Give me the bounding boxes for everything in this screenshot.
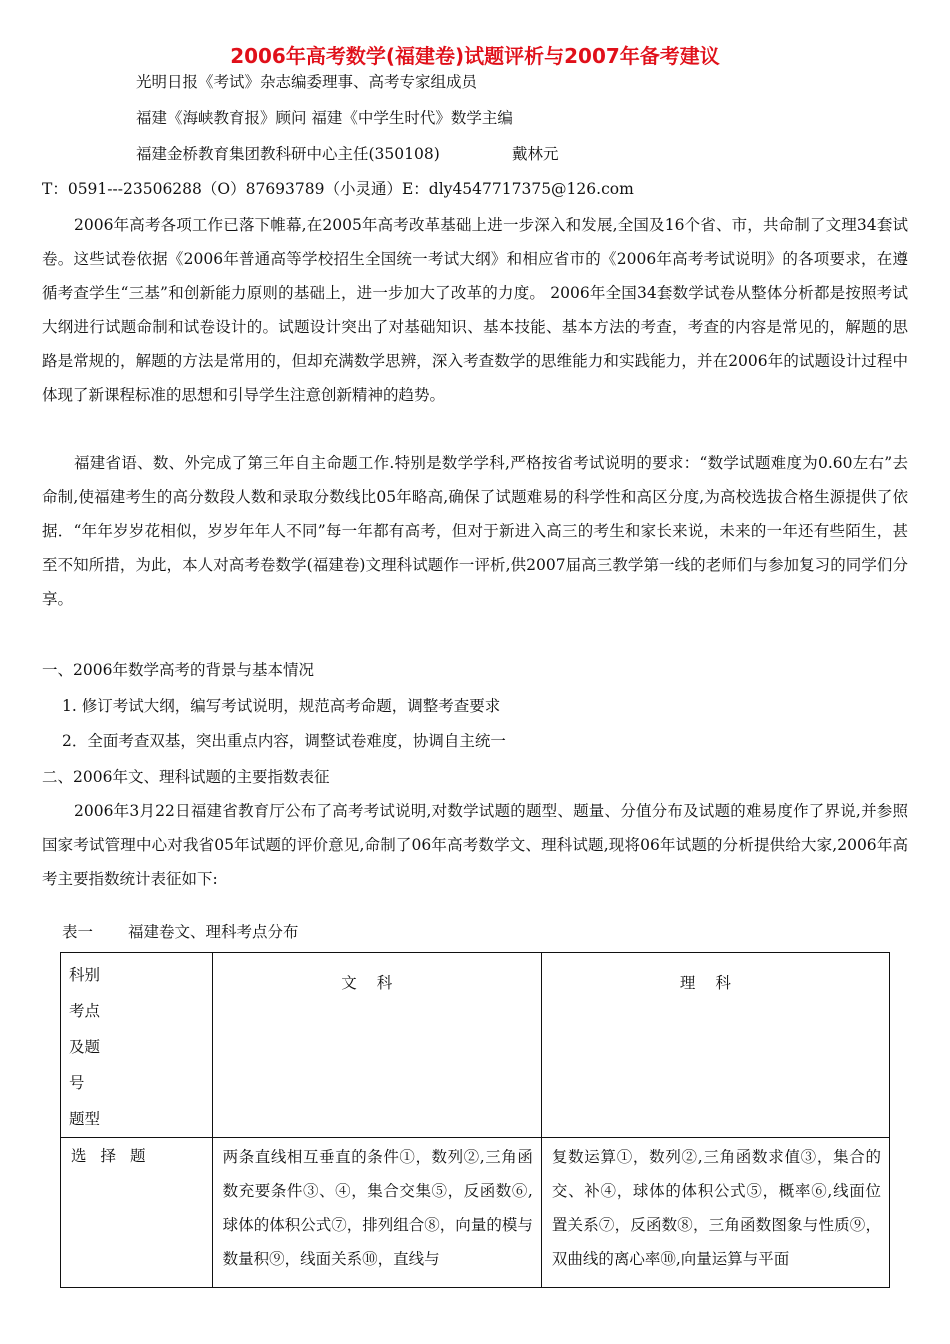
section-1-heading: 一、2006年数学高考的背景与基本情况 [42, 661, 314, 679]
row-select-label: 选择题 [71, 1147, 160, 1165]
header-wenke-cell [212, 953, 541, 1138]
header-like-label: 理科 [679, 974, 751, 992]
header-label-hao: 号 [69, 1074, 85, 1092]
exam-points-table [60, 952, 890, 1288]
table-caption-label: 表一 [62, 923, 94, 941]
row-select-wenke-text: 两条直线相互垂直的条件①，数列②,三角函数充要条件③、④，集合交集⑤，反函数⑥,球体的体积公式⑦，排列组合⑧，向量的模与数量积⑨，线面关系⑩，直线与 [222, 1148, 533, 1268]
row-select-wenke-cell [212, 1138, 541, 1288]
header-label-kebie: 科别 [69, 966, 101, 984]
header-label-tixing: 题型 [69, 1110, 101, 1128]
row-select-like-cell [541, 1138, 889, 1288]
author-line-2: 福建《海峡教育报》顾问 福建《中学生时代》数学主编 [136, 109, 513, 127]
row-select-label-cell [61, 1138, 213, 1288]
contact-line: T：0591---23506288（O）87693789（小灵通）E：dly4547717375@126.com [42, 180, 634, 198]
intro-paragraph-1: 2006年高考各项工作已落下帷幕,在2005年高考改革基础上进一步深入和发展,全国及16个省、市，共命制了文理34套试卷。这些试卷依据《2006年普通高等学校招生全国统一考试大纲》和相应省市的《2006年高考考试说明》的各项要求，在遵循考查学生“三基”和创新能力原则的基础上，进一步加大了改革的力度。 2006年全国34套数学试卷从整体分析都是按照考试大纲进行试题命制和试卷设计的。试题设计突出了对基础知识、基本技能、基本方法的考查，考查的内容是常见的，解题的思路是常规的，解题的方法是常用的，但却充满数学思辨，深入考查数学的思维能力和实践能力，并在2006年的试题设计过程中体现了新课程标准的思想和引导学生注意创新精神的趋势。 [42, 216, 908, 404]
table-caption-text: 福建卷文、理科考点分布 [128, 923, 299, 941]
author-name: 戴林元 [512, 145, 559, 163]
header-wenke-label: 文科 [341, 974, 413, 992]
table-row-select [61, 1138, 890, 1288]
row-select-like-text: 复数运算①，数列②,三角函数求值③，集合的交、补④，球体的体积公式⑤，概率⑥,线面位置关系⑦，反函数⑧，三角函数图象与性质⑨，双曲线的离心率⑩,向量运算与平面 [551, 1148, 881, 1268]
header-label-jiti: 及题 [69, 1038, 101, 1056]
section-2-paragraph: 2006年3月22日福建省教育厅公布了高考考试说明,对数学试题的题型、题量、分值分布及试题的难易度作了界说,并参照国家考试管理中心对我省05年试题的评价意见,命制了06年高考数学文、理科试题,现将06年试题的分析提供给大家,2006年高考主要指数统计表征如下: [42, 802, 908, 888]
section-1-item-2: 2．全面考查双基，突出重点内容，调整试卷难度，协调自主统一 [62, 732, 506, 750]
header-like-cell [541, 953, 889, 1138]
header-label-kaodian: 考点 [69, 1002, 101, 1020]
document-title: 2006年高考数学(福建卷)试题评析与2007年备考建议 [230, 44, 720, 68]
intro-paragraph-2: 福建省语、数、外完成了第三年自主命题工作.特别是数学学科,严格按省考试说明的要求：“数学试题难度为0.60左右”去命制,使福建考生的高分数段人数和录取分数线比05年略高,确保了试题难易的科学性和高区分度,为高校选拔合格生源提供了依据．“年年岁岁花相似，岁岁年年人不同”每一年都有高考，但对于新进入高三的考生和家长来说，未来的一年还有些陌生，甚至不知所措，为此，本人对高考卷数学(福建卷)文理科试题作一评析,供2007届高三教学第一线的老师们与参加复习的同学们分享。 [42, 454, 908, 608]
author-line-1: 光明日报《考试》杂志编委理事、高考专家组成员 [136, 73, 478, 91]
header-row-label-cell [61, 953, 213, 1138]
table-header-row [61, 953, 890, 1138]
author-line-3: 福建金桥教育集团教科研中心主任(350108) [136, 145, 440, 163]
section-2-heading: 二、2006年文、理科试题的主要指数表征 [42, 768, 330, 786]
section-1-item-1: 1. 修订考试大纲，编写考试说明，规范高考命题，调整考查要求 [62, 697, 501, 715]
